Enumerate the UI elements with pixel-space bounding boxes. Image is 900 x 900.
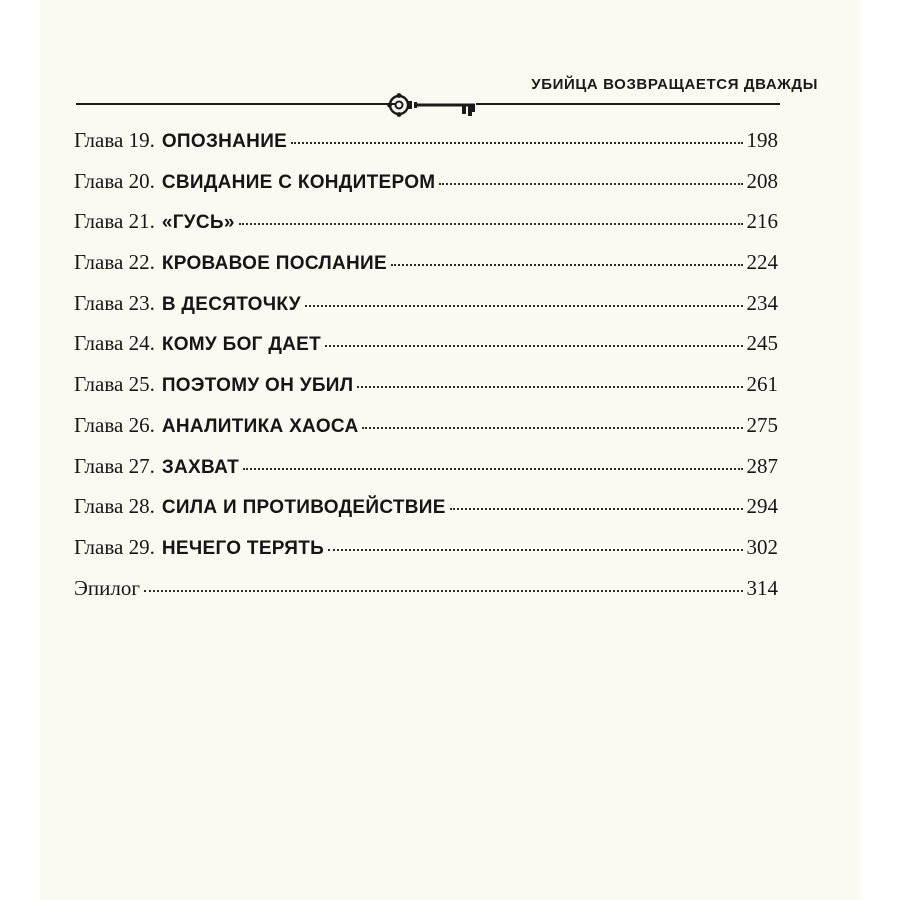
toc-dot-leader	[305, 301, 743, 307]
toc-entry-label	[74, 250, 387, 275]
toc-dot-leader	[291, 138, 742, 144]
toc-chapter-number: Глава 29.	[74, 534, 155, 559]
toc-page-number: 287	[746, 453, 778, 478]
toc-chapter-title: НЕЧЕГО ТЕРЯТЬ	[161, 537, 325, 559]
toc-dot-leader	[325, 341, 742, 347]
toc-dot-leader	[391, 260, 743, 266]
toc-entry	[74, 494, 778, 535]
toc-chapter-title: АНАЛИТИКА ХАОСА	[161, 415, 359, 437]
toc-chapter-number: Глава 25.	[74, 372, 155, 397]
toc-entry	[74, 169, 778, 210]
toc-entry-label	[74, 494, 446, 519]
toc-chapter-number: Глава 28.	[74, 494, 155, 519]
toc-chapter-number: Глава 20.	[74, 168, 155, 193]
header-rule-right	[476, 103, 780, 105]
toc-dot-leader	[243, 464, 742, 470]
toc-entry-label	[74, 331, 321, 356]
toc-page-number: 245	[746, 331, 778, 356]
toc-entry-label	[74, 128, 287, 153]
key-icon	[386, 92, 486, 118]
toc-page-number: 224	[746, 250, 778, 275]
toc-chapter-title: КРОВАВОЕ ПОСЛАНИЕ	[161, 253, 387, 275]
toc-chapter-number: Глава 21.	[74, 209, 155, 234]
toc-entry-label	[74, 169, 435, 194]
toc-entry	[74, 413, 778, 454]
toc-dot-leader	[362, 423, 742, 429]
toc-entry-label	[74, 454, 239, 479]
toc-entry	[74, 291, 778, 332]
toc-page-number: 216	[746, 209, 778, 234]
toc-entry	[74, 209, 778, 250]
toc-chapter-number: Глава 23.	[74, 290, 155, 315]
toc-chapter-title: СВИДАНИЕ С КОНДИТЕРОМ	[161, 171, 436, 193]
toc-entry-label	[74, 535, 324, 560]
toc-chapter-title: КОМУ БОГ ДАЕТ	[161, 334, 322, 356]
toc-entry	[74, 454, 778, 495]
toc-chapter-number: Глава 27.	[74, 453, 155, 478]
toc-entry	[74, 372, 778, 413]
toc-chapter-number: Глава 24.	[74, 331, 155, 356]
toc-page-number: 275	[746, 412, 778, 437]
page-header	[40, 0, 860, 120]
toc-page-number: 198	[746, 128, 778, 152]
toc-page-number: 261	[746, 372, 778, 397]
toc-chapter-number: Эпилог	[74, 575, 140, 600]
toc-entry-label	[74, 291, 301, 316]
toc-dot-leader	[439, 179, 742, 185]
table-of-contents	[74, 128, 778, 616]
toc-dot-leader	[450, 504, 743, 510]
toc-entry-label	[74, 576, 140, 601]
toc-chapter-title: ОПОЗНАНИЕ	[161, 131, 288, 152]
toc-dot-leader	[328, 545, 742, 551]
toc-page-number: 208	[746, 168, 778, 193]
toc-entry	[74, 535, 778, 576]
toc-chapter-number: Глава 19.	[74, 128, 155, 152]
toc-chapter-number: Глава 22.	[74, 250, 155, 275]
toc-entry	[74, 331, 778, 372]
header-rule-left	[76, 103, 396, 105]
toc-entry-label	[74, 372, 353, 397]
toc-chapter-title: ЗАХВАТ	[161, 456, 240, 478]
toc-dot-leader	[357, 382, 742, 388]
toc-entry	[74, 250, 778, 291]
toc-chapter-title: СИЛА И ПРОТИВОДЕЙСТВИЕ	[161, 497, 446, 519]
running-title: УБИЙЦА ВОЗВРАЩАЕТСЯ ДВАЖДЫ	[531, 76, 818, 93]
toc-entry-label	[74, 209, 235, 234]
toc-chapter-title: «ГУСЬ»	[161, 212, 235, 234]
toc-chapter-title: ПОЭТОМУ ОН УБИЛ	[161, 375, 354, 397]
toc-page-number: 314	[746, 575, 778, 600]
toc-chapter-number: Глава 26.	[74, 412, 155, 437]
book-page	[40, 0, 860, 900]
toc-page-number: 302	[746, 534, 778, 559]
toc-chapter-title: В ДЕСЯТОЧКУ	[161, 293, 301, 315]
toc-dot-leader	[239, 219, 743, 225]
toc-page-number: 294	[746, 494, 778, 519]
toc-entry	[74, 576, 778, 617]
toc-entry-label	[74, 413, 358, 438]
toc-page-number: 234	[746, 290, 778, 315]
toc-entry	[74, 128, 778, 169]
toc-dot-leader	[144, 586, 743, 592]
